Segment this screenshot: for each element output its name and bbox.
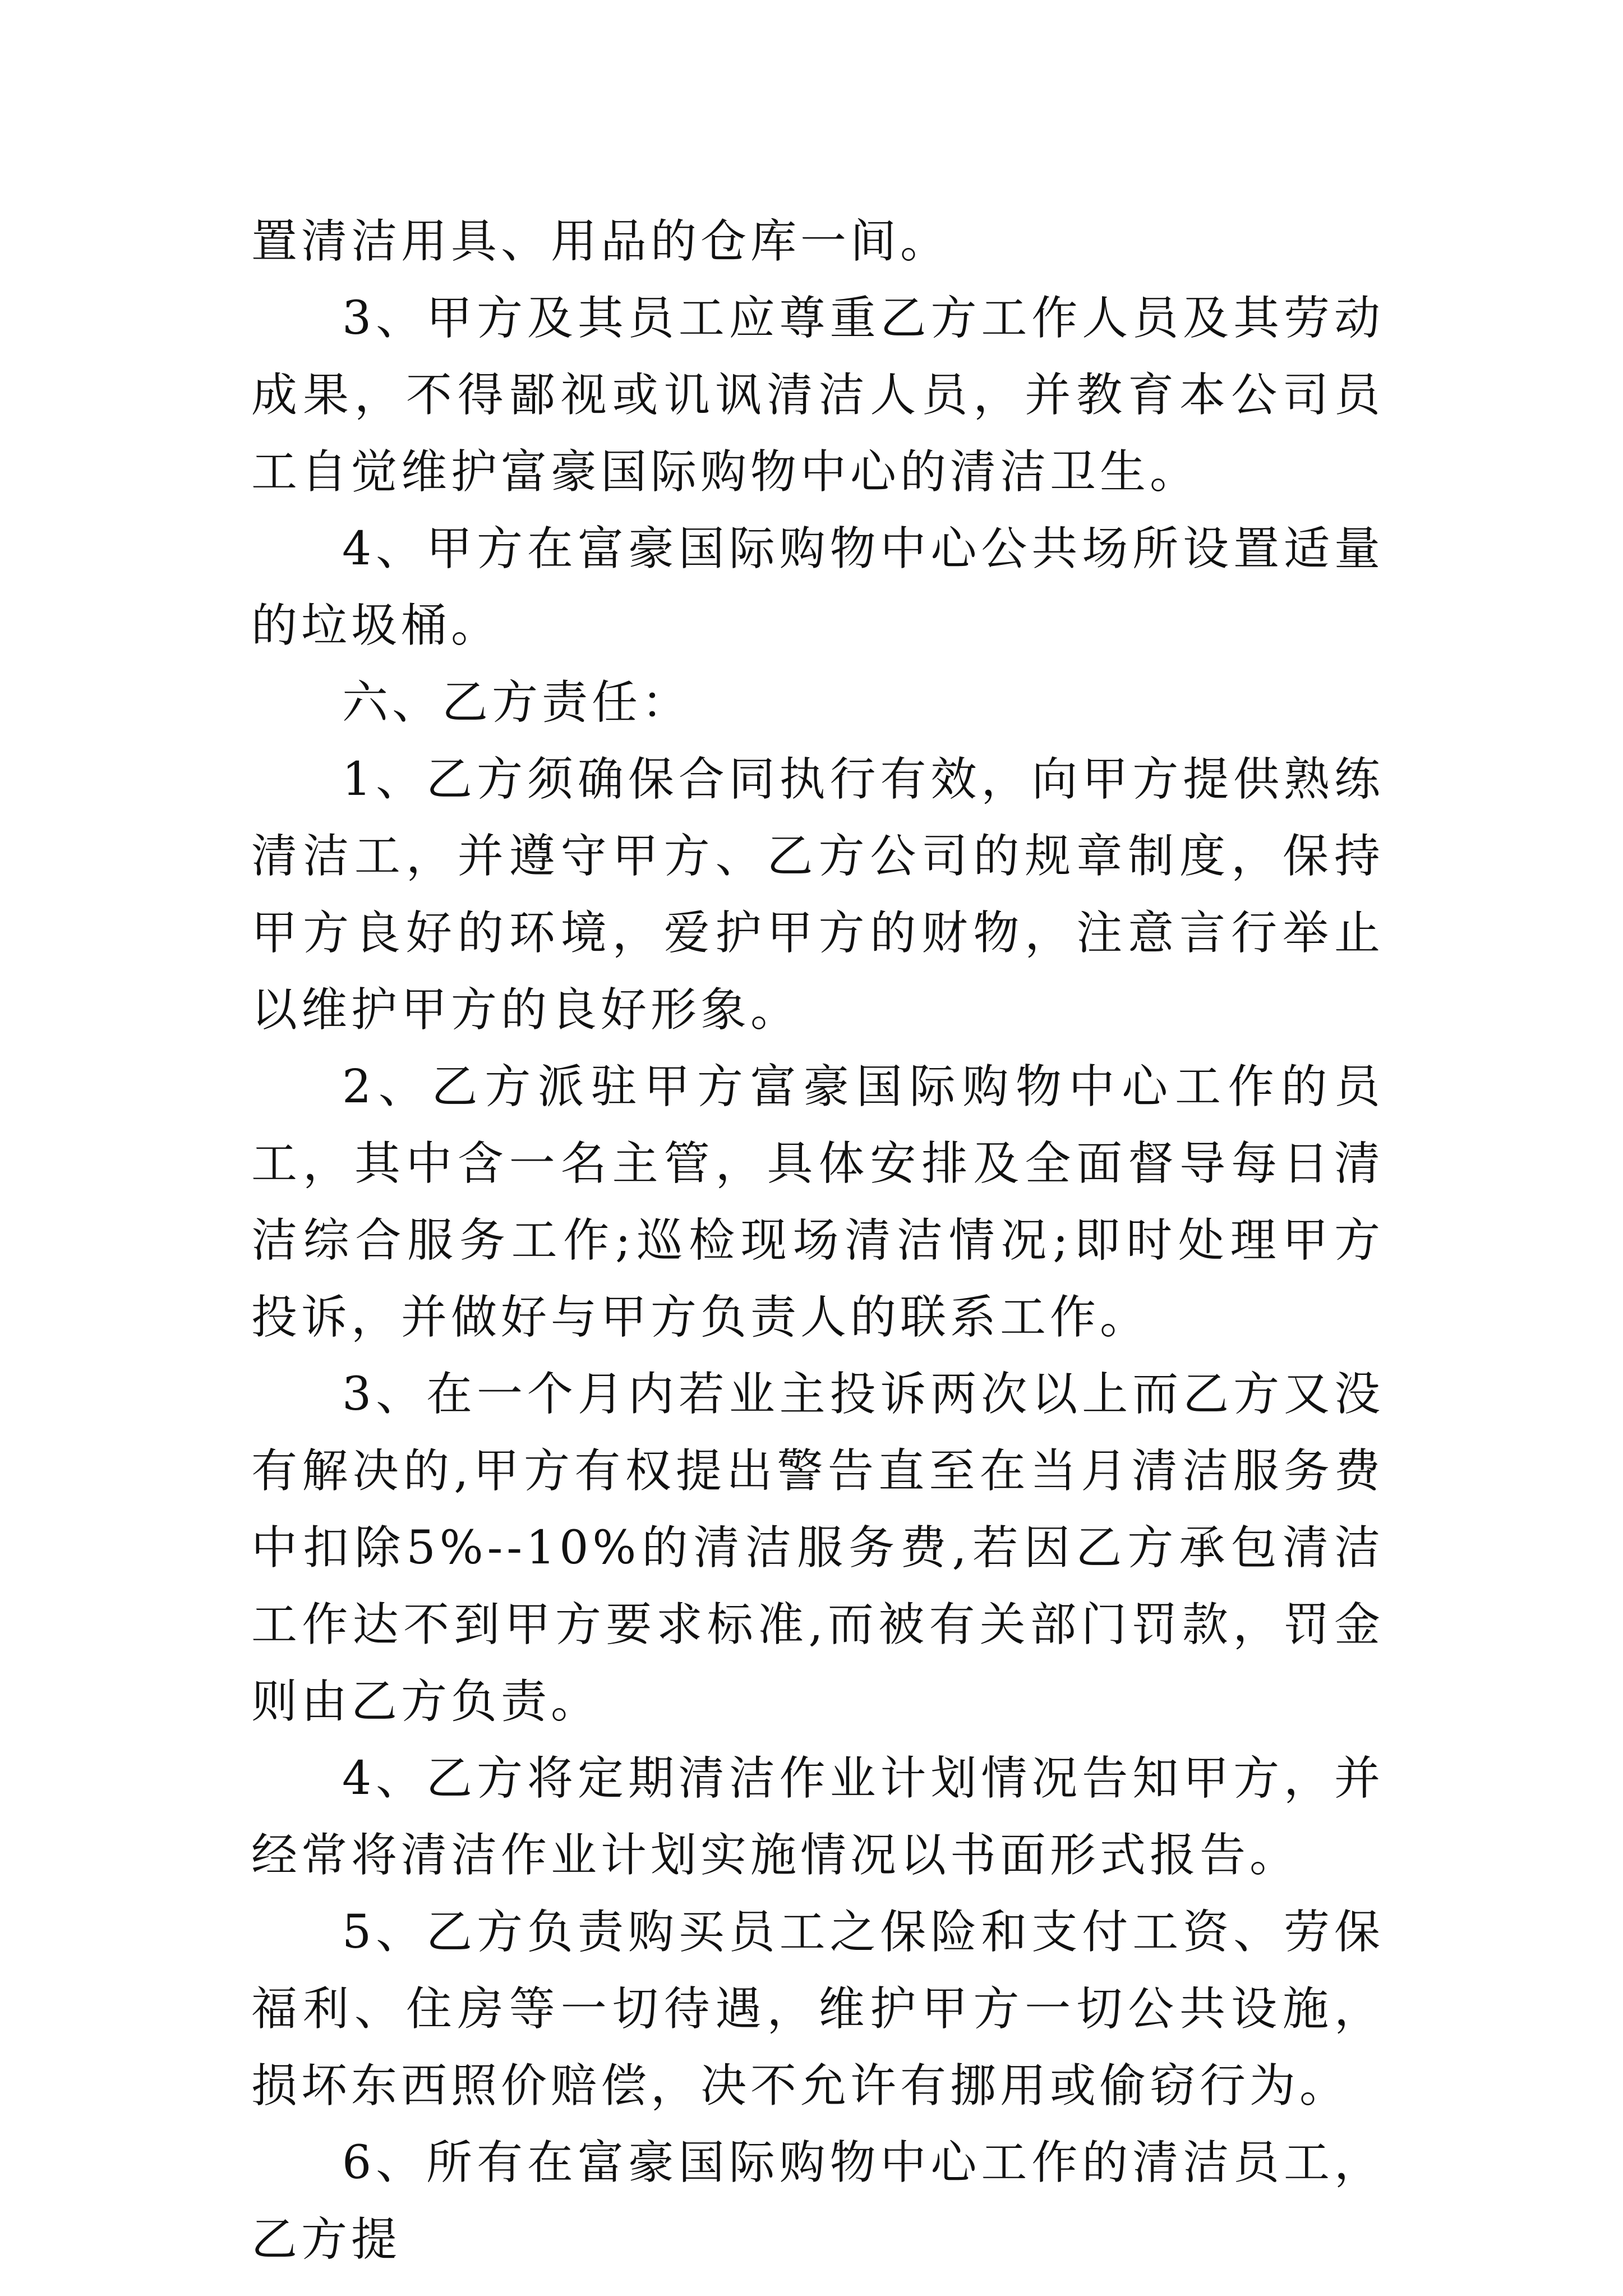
paragraph-party-a-clause-4: 4、甲方在富豪国际购物中心公共场所设置适量的垃圾桶。 (251, 522, 1384, 652)
paragraph-party-b-clause-6: 6、所有在富豪国际购物中心工作的清洁员工，乙方提 (251, 2136, 1384, 2266)
paragraph-party-b-clause-3: 3、在一个月内若业主投诉两次以上而乙方又没有解决的,甲方有权提出警告直至在当月清洁服务费中扣除5%--10%的清洁服务费,若因乙方承包清洁工作达不到甲方要求标准,而被有关部门罚款，罚金则由乙方负责。 (251, 1368, 1384, 1728)
paragraph-party-b-clause-2: 2、乙方派驻甲方富豪国际购物中心工作的员工，其中含一名主管，具体安排及全面督导每日清洁综合服务工作;巡检现场清洁情况;即时处理甲方投诉，并做好与甲方负责人的联系工作。 (251, 1060, 1384, 1344)
document-page (251, 203, 1384, 2278)
paragraph-party-b-clause-4: 4、乙方将定期清洁作业计划情况告知甲方，并经常将清洁作业计划实施情况以书面形式报告。 (251, 1752, 1384, 1882)
section-heading-party-b-responsibilities: 六、乙方责任： (342, 676, 692, 729)
paragraph-party-b-clause-5: 5、乙方负责购买员工之保险和支付工资、劳保福利、住房等一切待遇，维护甲方一切公共设施，损坏东西照价赔偿，决不允许有挪用或偷窃行为。 (251, 1906, 1384, 2113)
paragraph-party-b-clause-1: 1、乙方须确保合同执行有效，向甲方提供熟练清洁工，并遵守甲方、乙方公司的规章制度，保持甲方良好的环境，爱护甲方的财物，注意言行举止以维护甲方的良好形象。 (251, 753, 1384, 1037)
paragraph-party-a-clause-3: 3、甲方及其员工应尊重乙方工作人员及其劳动成果，不得鄙视或讥讽清洁人员，并教育本公司员工自觉维护富豪国际购物中心的清洁卫生。 (251, 292, 1384, 499)
paragraph-storage-room: 置清洁用具、用品的仓库一间。 (251, 215, 951, 268)
